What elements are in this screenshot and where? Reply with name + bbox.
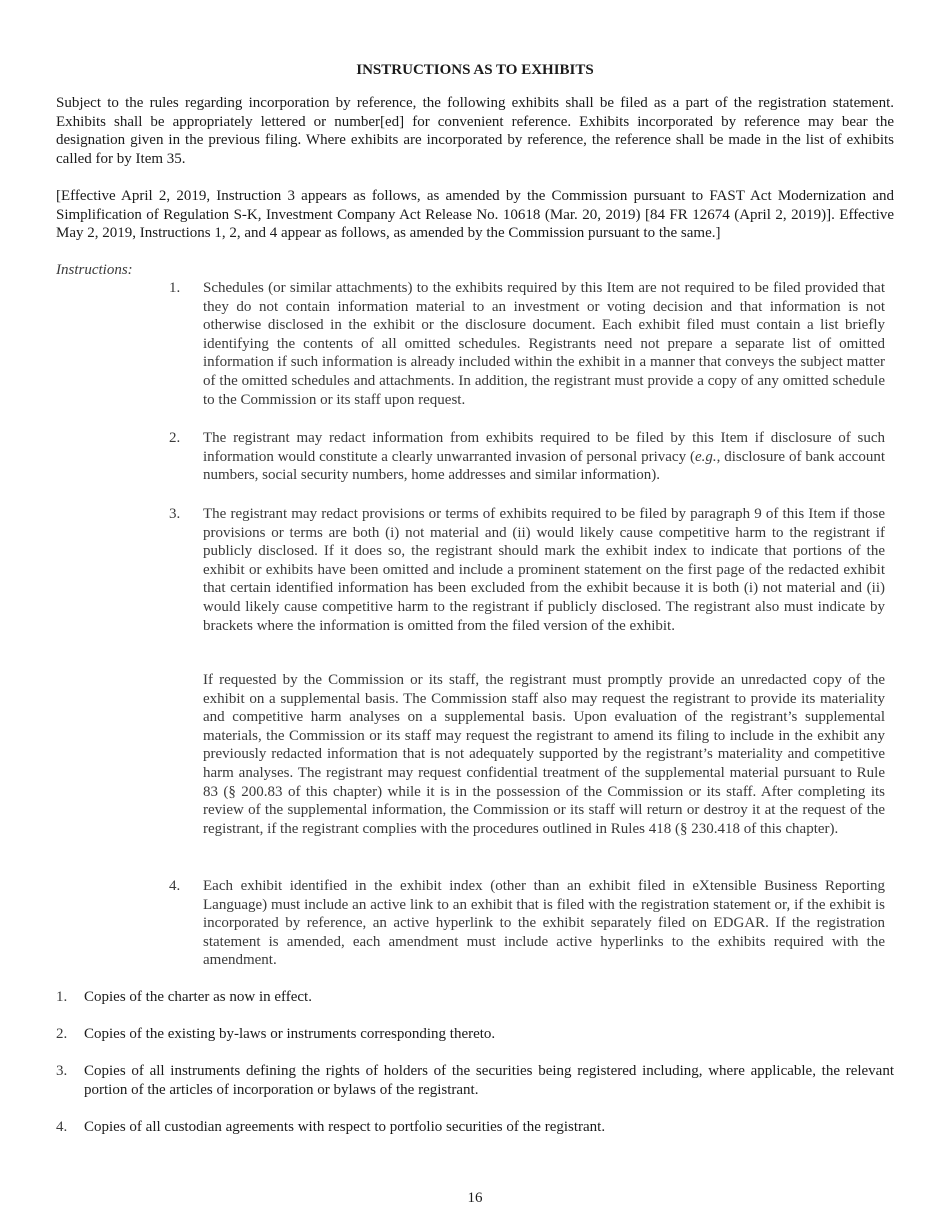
- exhibit-number: 4.: [56, 1119, 68, 1135]
- exhibit-text: Copies of the charter as now in effect.: [84, 989, 312, 1005]
- exhibit-text: Copies of the existing by-laws or instruments corresponding thereto.: [84, 1026, 496, 1042]
- instruction-number: 2.: [169, 430, 181, 446]
- exhibit-text: Copies of all instruments defining the rights of holders of the securities being registered including, where applicable, the relevant portion of the articles of incorporation or bylaws of the registrant.: [84, 1063, 894, 1098]
- instruction-text: The registrant may redact provisions or terms of exhibits required to be filed by paragraph 9 of this Item if those provisions or terms are both (i) not material and (ii) would likely cause competitive harm to the registrant if publicly disclosed. If it does so, the registrant should mark the exhibit index to indicate that portions of the exhibit or exhibits have been omitted and include a prominent statement on the first page of the redacted exhibit that certain identified information has been excluded from the exhibit because it is both (i) not material and (ii) would likely cause competitive harm to the registrant if publicly disclosed. The registrant also must indicate by brackets where the information is omitted from the filed version of the exhibit.: [203, 506, 885, 634]
- instruction-number: 4.: [169, 878, 181, 894]
- exhibit-number: 3.: [56, 1063, 68, 1079]
- instructions-label: Instructions:: [56, 262, 133, 278]
- instruction-text-part: , disclosure of bank account numbers, social security numbers, home addresses and similar information).: [203, 448, 885, 484]
- instruction-continuation-text: If requested by the Commission or its staff, the registrant must promptly provide an unredacted copy of the exhibit on a supplemental basis. The Commission staff also may request the registrant to provide its materiality and competitive harm analyses on a supplemental basis. Upon evaluation of the registrant’s supplemental materials, the Commission or its staff may request the registrant to amend its filing to include in the exhibit any previously redacted information that is not adequately supported by the registrant’s materiality and competitive harm analyses. The registrant may request confidential treatment of the supplemental material pursuant to Rule 83 (§ 200.83 of this chapter) while it is in the possession of the Commission or its staff. After completing its review of the supplemental information, the Commission or its staff will return or destroy it at the request of the registrant, if the registrant complies with the procedures outlined in Rules 418 (§ 230.418 of this chapter).: [203, 672, 885, 837]
- instruction-text-part: The registrant may redact information from exhibits required to be filed by this Item if disclosure of such information would constitute a clearly unwarranted invasion of personal privacy (: [203, 430, 885, 465]
- exhibit-number: 1.: [56, 989, 68, 1005]
- instruction-number: 3.: [169, 506, 181, 522]
- exhibit-number: 2.: [56, 1026, 68, 1042]
- instruction-text: Each exhibit identified in the exhibit index (other than an exhibit filed in eXtensible Business Reporting Language) must include an active link to an exhibit that is filed with the registration statement or, if the exhibit is incorporated by reference, an active hyperlink to the exhibit separately filed on EDGAR. If the registration statement is amended, each amendment must include active hyperlinks to the exhibits required with the amendment.: [203, 878, 885, 969]
- intro-paragraph: Subject to the rules regarding incorporation by reference, the following exhibits shall be filed as a part of the registration statement. Exhibits shall be appropriately lettered or number[ed] for convenient reference. Exhibits incorporated by reference may bear the designation given in the previous filing. Where exhibits are incorporated by reference, the reference shall be made in the list of exhibits called for by Item 35.: [56, 95, 894, 167]
- page-number: 16: [467, 1190, 483, 1206]
- exhibit-text: Copies of all custodian agreements with respect to portfolio securities of the registrant.: [84, 1119, 606, 1135]
- instruction-text: [203, 429, 885, 485]
- page-title: INSTRUCTIONS AS TO EXHIBITS: [356, 62, 594, 78]
- instruction-number: 1.: [169, 280, 181, 296]
- instruction-text: Schedules (or similar attachments) to the exhibits required by this Item are not required to be filed provided that they do not contain information material to an investment or voting decision and that information is not otherwise disclosed in the exhibit or the disclosure document. Each exhibit filed must contain a list briefly identifying the contents of all omitted schedules. Registrants need not prepare a separate list of omitted information if such information is already included within the exhibit in a manner that conveys the subject matter of the omitted schedules and attachments. In addition, the registrant must provide a copy of any omitted schedule to the Commission or its staff upon request.: [203, 280, 885, 408]
- instruction-text-italic: e.g.: [694, 448, 717, 465]
- effective-note: [Effective April 2, 2019, Instruction 3 appears as follows, as amended by the Commission pursuant to FAST Act Modernization and Simplification of Regulation S-K, Investment Company Act Release No. 10618 (Mar. 20, 2019) [84 FR 12674 (April 2, 2019)]. Effective May 2, 2019, Instructions 1, 2, and 4 appear as follows, as amended by the Commission pursuant to the same.]: [56, 188, 894, 242]
